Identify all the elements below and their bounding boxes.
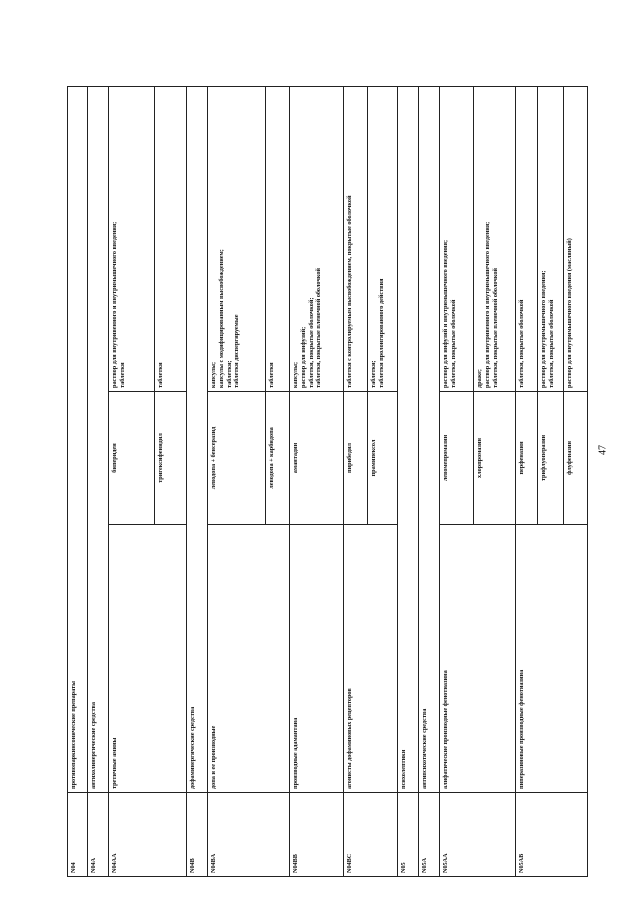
drug-table — [67, 86, 588, 877]
atc-code: N05AB — [516, 793, 588, 877]
drug-name: амантадин — [290, 392, 344, 525]
dosage-form: таблетки; — [225, 360, 233, 388]
group-name: алифатические производные фенотиазина — [440, 525, 516, 793]
dosage-form: таблетки — [157, 362, 164, 388]
group-name: допа и ее производные — [208, 525, 290, 793]
dosage-forms — [109, 86, 155, 391]
atc-code: N04B — [187, 793, 208, 877]
dosage-forms — [208, 86, 266, 391]
page-number: 47 — [597, 445, 609, 455]
atc-code: N04AA — [109, 793, 187, 877]
dosage-form: таблетки пролонгированного действия — [377, 278, 385, 388]
drug-name: левомепромазин — [440, 392, 474, 525]
dosage-form: раствор для внутримышечного введения (масляный) — [566, 238, 573, 388]
dosage-form: таблетки с контролируемым высвобождением, покрытые оболочкой — [346, 195, 353, 388]
dosage-forms — [440, 86, 474, 391]
table-row — [88, 86, 109, 876]
dosage-form: таблетки, покрытые пленочной оболочкой — [315, 268, 323, 388]
group-name: третичные амины — [109, 525, 187, 793]
dosage-form: капсулы; — [292, 361, 299, 388]
dosage-forms — [290, 86, 344, 391]
table-row — [290, 86, 344, 876]
group-name: пиперазиновые производные фенотиазина — [516, 525, 588, 793]
drug-name: прамипексол — [368, 392, 398, 525]
drug-name: перфеназин — [516, 392, 538, 525]
drug-name: флуфеназин — [564, 392, 588, 525]
drug-name: леводопа + бенсеразид — [208, 392, 266, 525]
dosage-form: таблетки, покрытые оболочкой — [518, 299, 525, 388]
dosage-form: раствор для внутримышечного введения; — [540, 270, 547, 388]
dosage-forms — [266, 86, 290, 391]
drug-name: хлорпромазин — [474, 392, 516, 525]
dosage-forms — [155, 86, 187, 391]
dosage-forms — [538, 86, 564, 391]
drug-name: тригексифенидил — [155, 392, 187, 525]
dosage-form: таблетки, покрытые оболочкой — [449, 299, 457, 388]
atc-code: N05A — [419, 793, 440, 877]
drug-name: бипериден — [109, 392, 155, 525]
dosage-form: таблетки; — [370, 360, 377, 388]
atc-code: N04BC — [344, 793, 398, 877]
dosage-form: таблетки — [268, 362, 275, 388]
dosage-forms — [474, 86, 516, 391]
group-name: агонисты дофаминовых рецепторов — [344, 525, 398, 793]
group-name: противопаркинсонические препараты — [68, 86, 88, 792]
table-row — [440, 86, 474, 876]
table-row — [187, 86, 208, 876]
dosage-forms — [516, 86, 538, 391]
dosage-form: таблетки, покрытые оболочкой — [547, 299, 555, 388]
atc-code: N04BA — [208, 793, 290, 877]
drug-name: леводопа + карбидопа — [266, 392, 290, 525]
dosage-form: таблетки диспергируемые — [233, 314, 241, 388]
rotated-page-content — [67, 87, 573, 877]
atc-code: N04A — [88, 793, 109, 877]
table-row — [109, 86, 155, 876]
dosage-form: капсулы с модифицированным высвобождением; — [217, 249, 225, 388]
dosage-form: раствор для внутривенного и внутримышечного введения; — [111, 221, 118, 388]
dosage-form: раствор для инфузий и внутримышечного введения; — [442, 239, 449, 388]
table-row — [516, 86, 538, 876]
group-name: антихолинергические средства — [88, 86, 109, 792]
atc-code: N04BB — [290, 793, 344, 877]
table-row — [68, 86, 88, 876]
table-row — [419, 86, 440, 876]
table-row — [398, 86, 419, 876]
dosage-form: раствор для внутривенного и внутримышечного введения; — [483, 221, 491, 388]
drug-name: трифлуоперазин — [538, 392, 564, 525]
atc-code: N05 — [398, 793, 419, 877]
atc-code: N05AA — [440, 793, 516, 877]
table-row — [208, 86, 266, 876]
dosage-forms — [344, 86, 368, 391]
drug-name: пирибедил — [344, 392, 368, 525]
dosage-form: драже; — [476, 369, 483, 388]
dosage-form: капсулы; — [210, 361, 217, 388]
dosage-forms — [368, 86, 398, 391]
atc-code: N04 — [68, 793, 88, 877]
dosage-form: таблетки, покрытые пленочной оболочкой — [491, 268, 499, 388]
group-name: производные адамантана — [290, 525, 344, 793]
table-row — [344, 86, 368, 876]
dosage-form: таблетки, покрытые оболочкой; — [307, 297, 315, 388]
dosage-form: раствор для инфузий; — [299, 326, 307, 388]
group-name: психолептики — [398, 86, 419, 792]
dosage-forms — [564, 86, 588, 391]
group-name: дофаминергические средства — [187, 86, 208, 792]
dosage-form: таблетки — [118, 362, 126, 388]
group-name: антипсихотические средства — [419, 86, 440, 792]
